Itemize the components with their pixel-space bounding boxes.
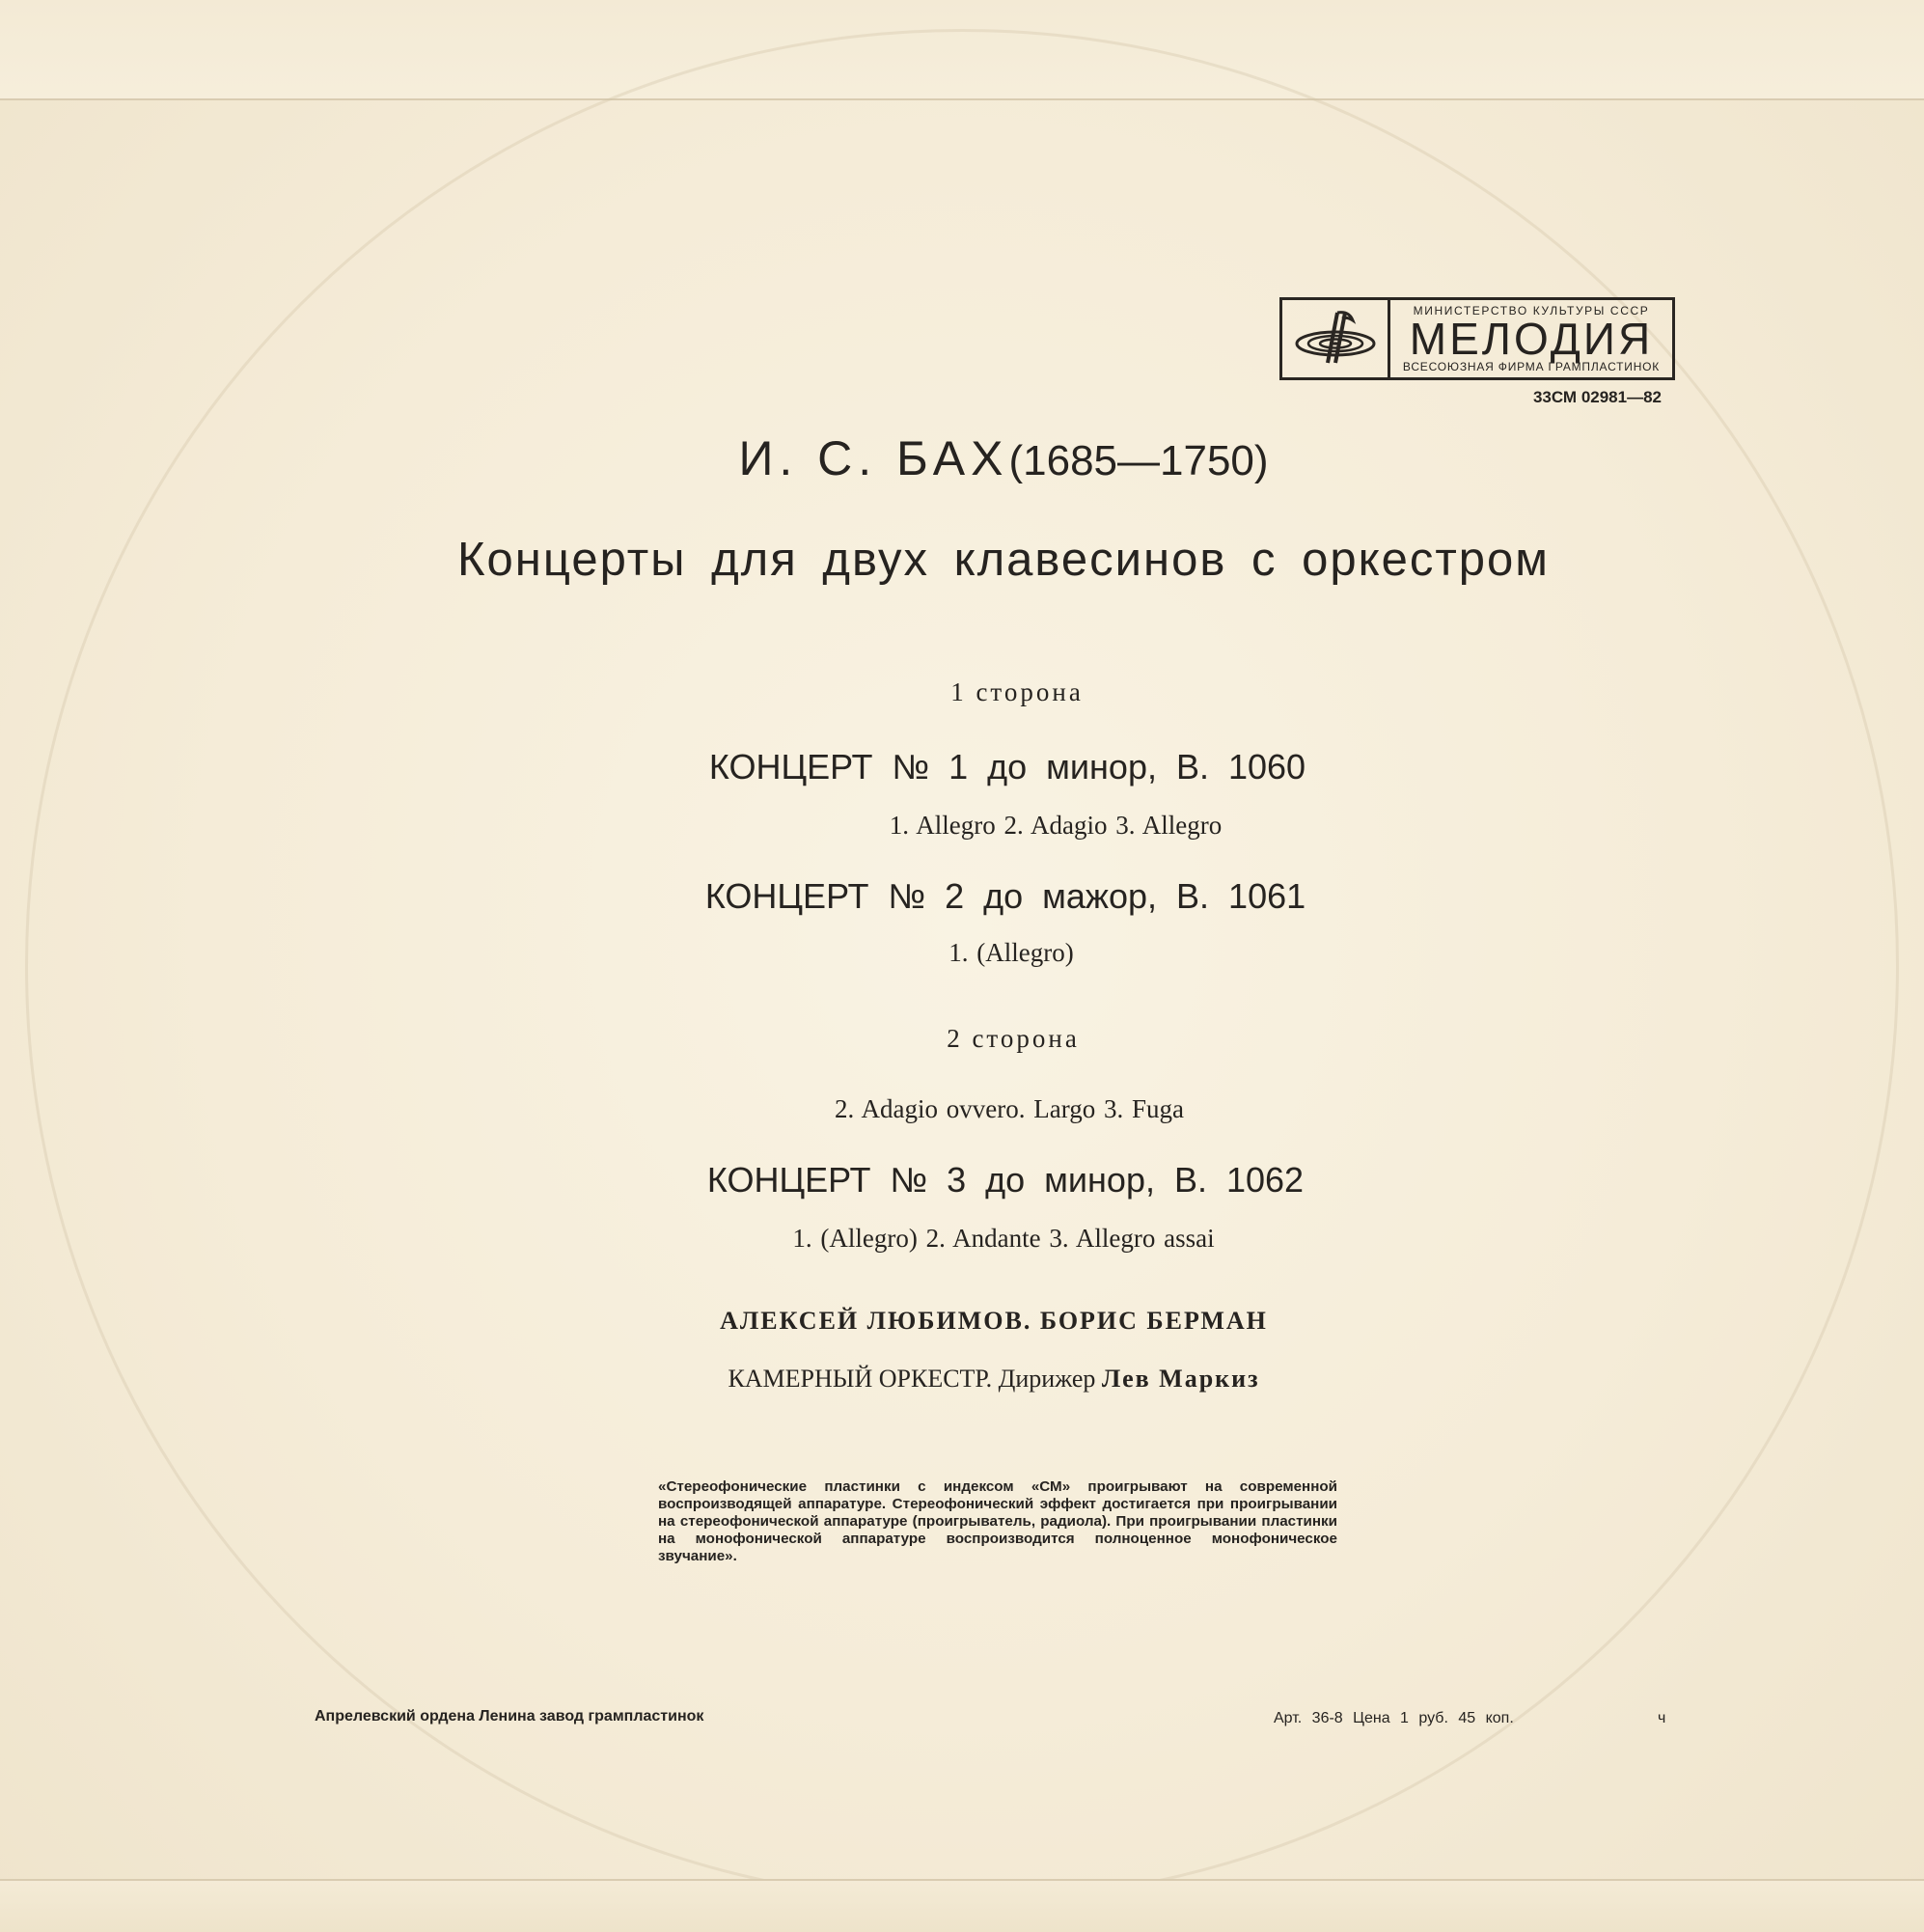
concerto-3-movements: 1. (Allegro) 2. Andante 3. Allegro assai (792, 1224, 1215, 1253)
conductor-name: Лев Маркиз (1101, 1365, 1260, 1393)
print-mark: ч (1658, 1710, 1666, 1726)
concerto-3-title: КОНЦЕРТ № 3 до минор, B. 1062 (706, 1160, 1305, 1200)
side-1-label: 1 сторона (950, 677, 1084, 706)
conductor-label: Дирижер (998, 1365, 1096, 1393)
composer-years: (1685—1750) (1008, 437, 1269, 484)
logo-brand: МЕЛОДИЯ (1409, 314, 1654, 364)
melodiya-logo (1279, 297, 1675, 380)
price-line: Арт. 36-8 Цена 1 руб. 45 коп. (1274, 1710, 1514, 1726)
soloists: АЛЕКСЕЙ ЛЮБИМОВ. БОРИС БЕРМАН (720, 1307, 1268, 1335)
melodiya-logo-icon (1282, 300, 1390, 377)
composer-heading (579, 430, 1428, 486)
factory-credit: Апрелевский ордена Ленина завод грампластинок (315, 1708, 704, 1725)
concerto-2-movements: 1. (Allegro) (948, 938, 1074, 967)
catalog-number: 33СМ 02981—82 (1532, 388, 1662, 406)
logo-firm: ВСЕСОЮЗНАЯ ФИРМА ГРАМПЛАСТИНОК (1402, 360, 1661, 373)
concerto-2-continued-movements: 2. Adagio ovvero. Largo 3. Fuga (835, 1094, 1184, 1123)
melodiya-logo-text (1390, 300, 1672, 377)
stereo-note: «Стереофонические пластинки с индексом «СМ» проигрывают на современной воспроизводящей аппаратуре. Стереофонический эффект достигается при проигрывании на стереофонической аппаратуре (проигрыватель, радиола). При проигрывании пластинки на монофонической аппаратуре воспроизводится полноценное монофоническое звучание». (658, 1478, 1337, 1564)
sleeve-bottom-fold (0, 1879, 1924, 1932)
concerto-2-title: КОНЦЕРТ № 2 до мажор, B. 1061 (704, 876, 1306, 916)
concerto-1-movements: 1. Allegro 2. Adagio 3. Allegro (889, 811, 1223, 840)
album-title: Концерты для двух клавесинов с оркестром (457, 534, 1550, 586)
side-2-label: 2 сторона (947, 1024, 1080, 1053)
ensemble-name: КАМЕРНЫЙ ОРКЕСТР. (728, 1365, 993, 1393)
concerto-1-title: КОНЦЕРТ № 1 до минор, B. 1060 (708, 747, 1306, 787)
logo-ministry: МИНИСТЕРСТВО КУЛЬТУРЫ СССР (1413, 304, 1650, 317)
orchestra-credit (598, 1365, 1389, 1394)
composer-name: И. С. БАХ (738, 431, 1009, 485)
